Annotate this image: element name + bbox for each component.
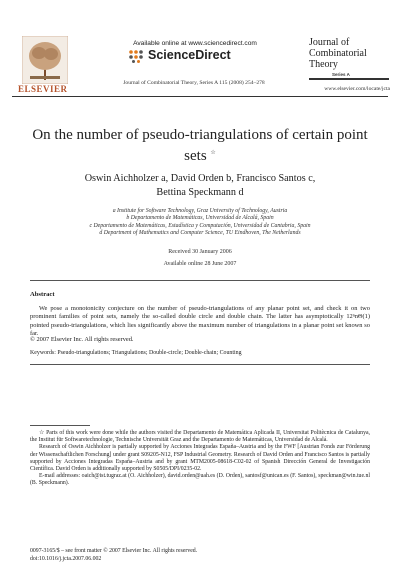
doi-line[interactable]: doi:10.1016/j.jcta.2007.06.002 bbox=[30, 556, 102, 562]
authors-line: Bettina Speckmann d bbox=[156, 187, 244, 198]
footnotes bbox=[30, 430, 370, 488]
affiliation: d Department of Mathematics and Computer Science, TU Eindhoven, The Netherlands bbox=[99, 230, 301, 237]
sciencedirect-icon bbox=[128, 49, 144, 63]
abstract-bottom-rule bbox=[30, 364, 370, 365]
article-title-text: On the number of pseudo-triangulations of certain point sets bbox=[32, 127, 368, 164]
abstract-text: We pose a monotonicity conjecture on the number of pseudo-triangulations of any planar point set, and check it on two prominent families of point sets, namely the so-called double circle and double chain. The latter has asymptotically 12ⁿnΘ(1) pointed pseudo-triangulations, which lies significantly above the maximum number of triangulations in a planar point set known so far. bbox=[30, 305, 370, 337]
journal-url[interactable]: www.elsevier.com/locate/jcta bbox=[324, 86, 390, 92]
journal-title-line: Theory bbox=[309, 59, 338, 70]
article-title bbox=[30, 126, 370, 165]
footnote-funding: Research of Oswin Aichholzer is partially supported by Acciones Integradas España–Austria and by the FWF [Austrian Fonds zur Förderung der Wissenschaftlichen Forschung] under grant S09205-N12, FSP Industrial Geometry. Research of David Orden and Francisco Santos is partially supported by Acciones Integradas España–Austria and by grant MTM2005-08618-C02-02 of Spanish Dirección General de Investigación Científica. David Orden is additionally supported by S0505/DPI/0235-02. bbox=[30, 444, 370, 473]
available-online-line: Available online at www.sciencedirect.com bbox=[133, 40, 257, 47]
affiliations bbox=[20, 208, 380, 238]
journal-series: Series A bbox=[332, 72, 350, 77]
journal-title bbox=[309, 37, 389, 70]
available-date: Available online 28 June 2007 bbox=[163, 261, 237, 267]
front-matter-line: 0097-3165/$ – see front matter © 2007 Elsevier Inc. All rights reserved. bbox=[30, 548, 198, 554]
author-list bbox=[30, 172, 370, 200]
affiliation: b Departamento de Matemáticas, Universidad de Alcalá, Spain bbox=[126, 215, 274, 222]
affiliation: c Departamento de Matemáticas, Estadística y Computación, Universidad de Cantabria, Spain bbox=[89, 222, 311, 229]
footnote-acknowledgement: ☆ Parts of this work were done while the authors visited the Departamento de Matemática Aplicada II, Universitat Politècnica de Catalunya, the Institut für Softwaretechnologie, Technische Universität Graz and the Departamento de Matemáticas, Universidad de Alcalá. bbox=[30, 430, 370, 444]
abstract-heading: Abstract bbox=[30, 291, 55, 298]
publisher-name: ELSEVIER bbox=[18, 84, 68, 94]
journal-title-line: Combinatorial bbox=[309, 48, 367, 59]
journal-title-line: Journal of bbox=[309, 37, 350, 48]
imprint bbox=[30, 547, 370, 563]
keywords: Keywords: Pseudo-triangulations; Triangulations; Double-circle; Double-chain; Counting bbox=[30, 350, 242, 356]
footnote-rule bbox=[30, 425, 90, 426]
sciencedirect-wordmark: ScienceDirect bbox=[148, 48, 231, 62]
journal-citation: Journal of Combinatorial Theory, Series A 115 (2008) 254–278 bbox=[123, 80, 265, 86]
authors-line: Oswin Aichholzer a, David Orden b, Francisco Santos c, bbox=[84, 173, 316, 184]
sciencedirect-brand bbox=[128, 49, 288, 65]
header-divider bbox=[12, 96, 388, 97]
journal-title-bar bbox=[309, 78, 389, 80]
affiliation: a Institute for Software Technology, Graz University of Technology, Austria bbox=[112, 208, 288, 214]
footnote-emails: E-mail addresses: oaich@ist.tugraz.at (O. Aichholzer), david.orden@uah.es (D. Orden), santosf@unican.es (F. Santos), speckman@win.tue.nl (B. Speckmann). bbox=[30, 473, 370, 487]
abstract-top-rule bbox=[30, 280, 370, 281]
elsevier-tree-logo bbox=[22, 36, 68, 84]
title-footnote-mark: ☆ bbox=[210, 150, 216, 156]
article-dates bbox=[20, 246, 380, 270]
abstract-copyright: © 2007 Elsevier Inc. All rights reserved. bbox=[30, 336, 134, 343]
received-date: Received 30 January 2006 bbox=[168, 249, 232, 255]
